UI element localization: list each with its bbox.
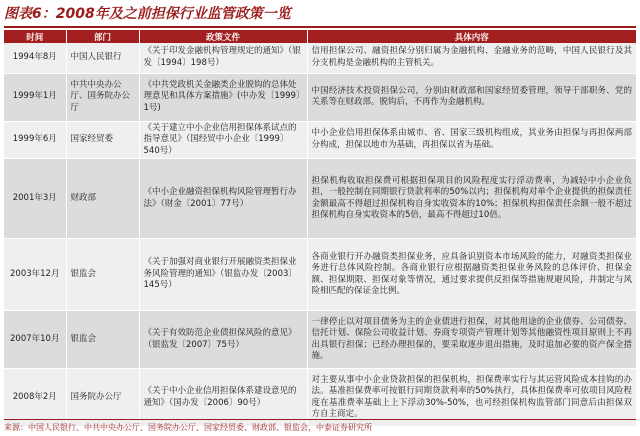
table-row: [4, 369, 636, 427]
cell-dept: 银监会: [66, 311, 139, 369]
cell-dept: 银监会: [66, 239, 139, 311]
cell-time: 1999年6月: [4, 121, 66, 159]
title-rule: [4, 26, 636, 28]
cell-content: 中国经济技术投资担保公司，分别由财政部和国家经贸委管理，领导干部职务、党的关系等在财政部。脱钩后，不再作为金融机构。: [307, 73, 636, 121]
header-content: 具体内容: [307, 30, 636, 43]
cell-content: 中小企业信用担保体系由城市、省、国家三级机构组成，其业务由担保与再担保两部分构成，担保以地市为基础，再担保以省为基础。: [307, 121, 636, 159]
header-doc: 政策文件: [139, 30, 307, 43]
cell-time: 1999年1月: [4, 73, 66, 121]
cell-dept: 国家经贸委: [66, 121, 139, 159]
cell-dept: 中国人民银行: [66, 43, 139, 73]
header-time: 时间: [4, 30, 66, 43]
header-dept: 部门: [66, 30, 139, 43]
cell-time: 2007年10月: [4, 311, 66, 369]
table-row: [4, 73, 636, 121]
cell-time: 1994年8月: [4, 43, 66, 73]
cell-time: 2008年2月: [4, 369, 66, 427]
table-row: [4, 239, 636, 311]
cell-content: 一律停止以对项目债务为主的企业债进行担保，对其他用途的企业债券、公司债券、信托计划、保险公司收益计划、券商专项资产管理计划等其他融资性项目原则上不再出具银行担保；已经办理担保的，要采取逐步退出措施，及时追加必要的资产保全措施。: [307, 311, 636, 369]
cell-doc: 《关于加强对商业银行开展融资类担保业务风险管理的通知》（银监办发〔2003〕145号）: [139, 239, 307, 311]
cell-content: 各商业银行开办融资类担保业务，应具备识别资本市场风险的能力，对融资类担保业务进行总体风险控制。各商业银行应根据融资类担保业务风险的总体评价、担保金额、担保期限、担保对象等情况，通过要求提供反担保等措施规避风险，并制定与风险相匹配的保证金比例。: [307, 239, 636, 311]
cell-doc: 《关于有效防范企业债担保风险的意见》（银监发〔2007〕75号）: [139, 311, 307, 369]
cell-content: 信用担保公司、融资担保分别归属为金融机构、金融业务的范畴，中国人民银行及其分支机构是金融机构的主管机关。: [307, 43, 636, 73]
cell-doc: 《中小企业融资担保机构风险管理暂行办法》（财金〔2001〕77号）: [139, 159, 307, 239]
bottom-rule: [4, 419, 636, 420]
cell-time: 2001年3月: [4, 159, 66, 239]
cell-dept: 财政部: [66, 159, 139, 239]
cell-dept: 国务院办公厅: [66, 369, 139, 427]
cell-doc: 《关于印发金融机构管理规定的通知》（银发〔1994〕198号）: [139, 43, 307, 73]
cell-doc: 《关于建立中小企业信用担保体系试点的指导意见》（国经贸中小企业〔1999〕540号）: [139, 121, 307, 159]
table-row: [4, 121, 636, 159]
policy-table: [4, 30, 636, 427]
cell-time: 2003年12月: [4, 239, 66, 311]
cell-doc: 《关于中小企业信用担保体系建设意见的通知》（国办发〔2006〕90号）: [139, 369, 307, 427]
table-row: [4, 311, 636, 369]
table-header-row: [4, 30, 636, 43]
source-note: 来源：中国人民银行、中共中央办公厅、国务院办公厅、国家经贸委、财政部、银监会，中泰证券研究所: [4, 423, 372, 432]
cell-content: 担保机构收取担保费可根据担保项目的风险程度实行浮动费率，为减轻中小企业负担，一般控制在同期银行贷款利率的50%以内；担保机构对单个企业提供的担保责任金额最高不得超过担保机构自身实收资本的10%；担保机构担保责任余额一般不超过担保机构自身实收资本的5倍，最高不得超过10倍。: [307, 159, 636, 239]
table-row: [4, 159, 636, 239]
page-title: 图表6：2008年及之前担保行业监管政策一览: [4, 6, 291, 22]
cell-content: 对主要从事中小企业贷款担保的担保机构，担保费率实行与其运营风险成本挂钩的办法。基准担保费率可按银行同期贷款利率的50%执行，具体担保费率可依项目风险程度在基准费率基础上上下浮动30%-50%，也可经担保机构监管部门同意后由担保双方自主商定。: [307, 369, 636, 427]
table-row: [4, 43, 636, 73]
cell-dept: 中共中央办公厅、国务院办公厅: [66, 73, 139, 121]
cell-doc: 《中共党政机关金融类企业脱钩的总体处理意见和具体方案措施》(中办发〔1999〕1号): [139, 73, 307, 121]
